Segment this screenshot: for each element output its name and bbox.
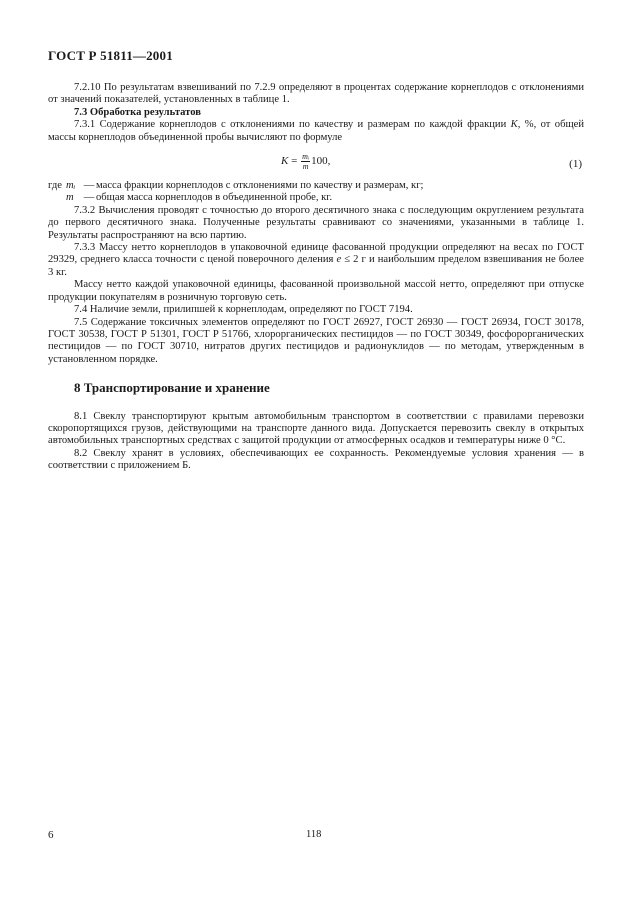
paragraph-7-5: 7.5 Содержание токсичных элементов определяют по ГОСТ 26927, ГОСТ 26930 — ГОСТ 26934, ГОСТ 30178, ГОСТ 30538, ГОСТ Р 51301, ГОСТ Р 51766, хлорорганических пестицидов — по ГОСТ 30349, фосфорорганических пестицидов — по ГОСТ 30710, нитратов других пестицидов и радионуклидов — по методам, утвержденным в установленном порядке. bbox=[48, 316, 584, 365]
where-dash: — bbox=[83, 192, 95, 204]
where-text-mi: масса фракции корнеплодов с отклонениями по качеству и размерам, кг; bbox=[96, 180, 424, 192]
paragraph-7-4: 7.4 Наличие земли, прилипшей к корнеплодам, определяют по ГОСТ 7194. bbox=[74, 304, 413, 316]
page-number-center: 118 bbox=[306, 829, 322, 840]
section-heading-8: 8 Транспортирование и хранение bbox=[74, 380, 270, 396]
page-number-left: 6 bbox=[48, 829, 54, 841]
formula-equals: = bbox=[288, 155, 301, 168]
standard-header: ГОСТ Р 51811—2001 bbox=[48, 48, 173, 63]
variable-e: e bbox=[336, 254, 342, 266]
paragraph-7-3-3-text-b: ≤ 2 г и наибольшим пределом взвешивания не более 3 кг. bbox=[48, 254, 584, 278]
document-body bbox=[48, 82, 584, 473]
paragraph-7-2-10: 7.2.10 По результатам взвешиваний по 7.2.9 определяют в процентах содержание корнеплодов с отклонениями от значений показателей, установленных в таблице 1. bbox=[48, 82, 584, 106]
where-symbol-m: m bbox=[66, 192, 74, 204]
where-line-1 bbox=[48, 180, 584, 192]
subsection-heading-7-3: 7.3 Обработка результатов bbox=[74, 106, 201, 118]
formula-number: (1) bbox=[569, 158, 582, 171]
where-text-m: общая масса корнеплодов в объединенной пробе, кг. bbox=[96, 192, 333, 204]
where-dash: — bbox=[83, 180, 95, 192]
formula-multiplier: 100, bbox=[311, 155, 331, 168]
where-lead: где bbox=[48, 180, 62, 192]
paragraph-7-3-3-cont: Массу нетто каждой упаковочной единицы, фасованной произвольной массой нетто, определяют при отпуске продукции покупателям в розничную торговую сеть. bbox=[48, 279, 584, 303]
paragraph-7-3-3-text-a: 7.3.3 Массу нетто корнеплодов в упаковочной единице фасованной продукции определяют на весах по ГОСТ 29329, среднего класса точности с ценой поверочного деления bbox=[48, 242, 584, 266]
formula-1 bbox=[48, 146, 584, 178]
where-line-2 bbox=[48, 192, 584, 204]
paragraph-7-3-1 bbox=[48, 119, 584, 144]
paragraph-8-1: 8.1 Свеклу транспортируют крытым автомобильным транспортом в соответствии с правилами перевозки скоропортящихся грузов, действующими на транспорте данного вида. Допускается перевозить свеклу в открытых автомобильных транспортных средствах с защитой продукции от атмосферных осадков и температуры ниже 0 °С. bbox=[48, 410, 584, 447]
formula-lhs: K bbox=[281, 155, 289, 168]
variable-k: K bbox=[510, 119, 518, 131]
formula-denominator: m bbox=[302, 162, 309, 172]
formula-expression bbox=[281, 152, 330, 171]
paragraph-7-3-3 bbox=[48, 242, 584, 279]
paragraph-7-3-1-text-a: 7.3.1 Содержание корнеплодов с отклонениями по качеству и размерам по каждой фракции bbox=[74, 119, 511, 131]
paragraph-7-3-2: 7.3.2 Вычисления проводят с точностью до второго десятичного знака с последующим округлением результата до первого десятичного знака. Полученные результаты сравнивают со значениями, указанными в таблице 1. Результаты распространяют на всю партию. bbox=[48, 204, 584, 241]
paragraph-8-2: 8.2 Свеклу хранят в условиях, обеспечивающих ее сохранность. Рекомендуемые условия хранения — в соответствии с приложением Б. bbox=[48, 447, 584, 472]
where-symbol-mi: mᵢ bbox=[66, 180, 76, 192]
paragraph-7-3-1-text-b: , %, от общей массы корнеплодов объединенной пробы вычисляют по формуле bbox=[48, 119, 584, 143]
formula-fraction bbox=[301, 152, 310, 171]
formula-numerator: mᵢ bbox=[302, 152, 310, 162]
